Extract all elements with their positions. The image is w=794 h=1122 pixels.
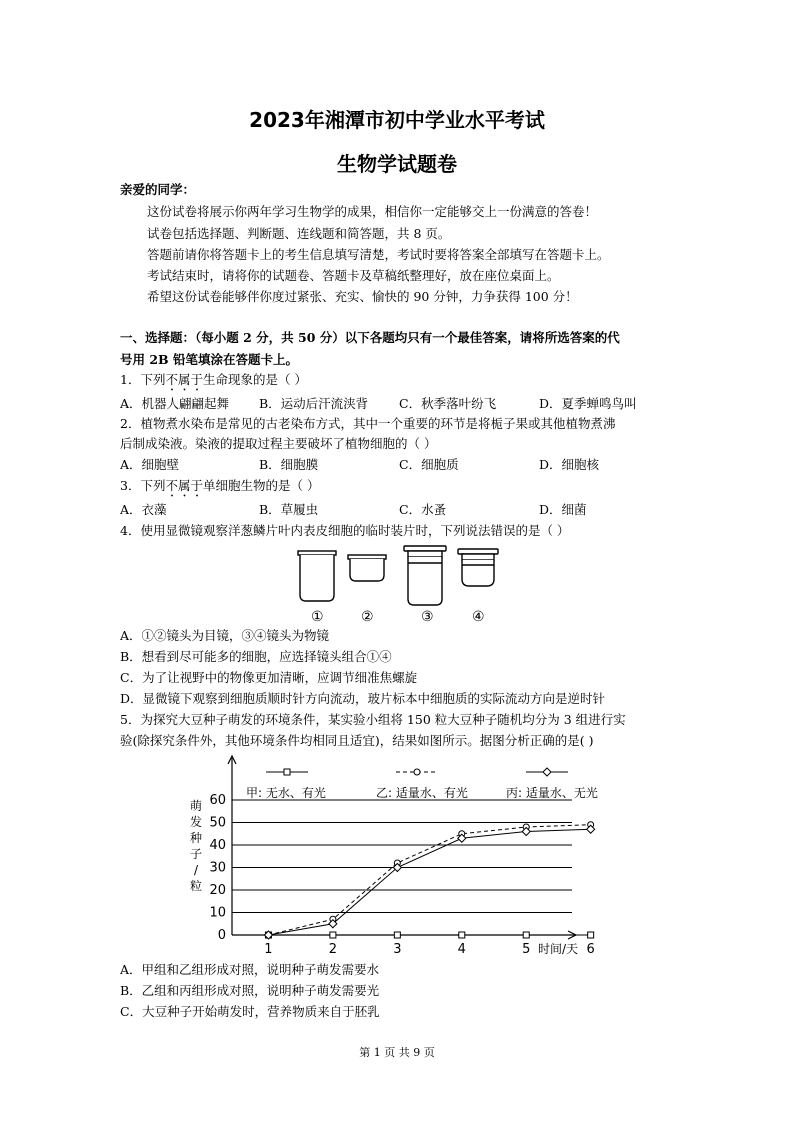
- q5-option-b: B．乙组和丙组形成对照，说明种子萌发需要光: [120, 983, 380, 998]
- x-tick-label: 4: [457, 942, 466, 957]
- q3-option-c: C．水蚤: [399, 502, 447, 517]
- y-tick-label: 10: [209, 905, 226, 921]
- y-tick-label: 30: [209, 860, 226, 876]
- y-tick-label: 60: [209, 793, 226, 808]
- lens-label-3: ③: [421, 609, 434, 625]
- data-point: [588, 932, 594, 938]
- data-point: [394, 932, 400, 938]
- q1-option-a: A．机器人翩翩起舞: [120, 396, 230, 411]
- q2-option-d: D．细胞核: [539, 457, 600, 472]
- data-point: [414, 769, 420, 775]
- intro-line: 试卷包括选择题、判断题、连线题和简答题，共 8 页。: [147, 226, 451, 241]
- exam-subtitle: 生物学试题卷: [337, 152, 457, 176]
- y-axis-label: 子: [189, 847, 203, 861]
- y-tick-label: 20: [209, 883, 226, 898]
- lens-1-eyepiece-icon: [298, 551, 336, 601]
- q1-pre: 1．下列: [120, 372, 166, 387]
- lens-label-1: ①: [311, 609, 324, 625]
- x-tick-label: 1: [264, 942, 273, 957]
- x-tick-label: 5: [522, 942, 531, 957]
- intro-line: 这份试卷将展示你两年学习生物学的成果，相信你一定能够交上一份满意的答卷！: [147, 204, 598, 219]
- q1-option-c: C．秋季落叶纷飞: [399, 396, 497, 411]
- lens-label-4: ④: [472, 609, 485, 625]
- q3-emphasis: 不属于: [165, 478, 203, 493]
- legend-label: 丙: 适量水、无光: [506, 786, 598, 800]
- q1-emphasis: 不属于: [165, 372, 203, 387]
- data-point: [523, 932, 529, 938]
- section-heading: 号用 2B 铅笔填涂在答题卡上。: [120, 352, 298, 367]
- q1-option-d: D．夏季蝉鸣鸟叫: [539, 396, 637, 411]
- q3-pre: 3．下列: [120, 478, 166, 493]
- y-axis-label: 种: [189, 831, 203, 845]
- lens-4-objective-icon: [458, 549, 498, 586]
- q2-option-c: C．细胞质: [399, 457, 459, 472]
- greeting: 亲爱的同学：: [120, 182, 196, 197]
- series-line: [268, 825, 590, 935]
- x-tick-label: 3: [393, 942, 402, 957]
- q4-option-b: B．想看到尽可能多的细胞，应选择镜头组合①④: [120, 649, 392, 664]
- x-tick-label: 6: [586, 942, 595, 957]
- lens-2-eyepiece-icon: [348, 555, 386, 581]
- q4-option-d: D．显微镜下观察到细胞质顺时针方向流动，玻片标本中细胞质的实际流动方向是逆时针: [120, 691, 606, 706]
- y-tick-label: 40: [209, 838, 226, 853]
- data-point: [284, 769, 290, 775]
- chart-legend: [246, 768, 598, 800]
- q5-option-c: C．大豆种子开始萌发时，营养物质来自于胚乳: [120, 1004, 380, 1019]
- exam-title: 2023年湘潭市初中学业水平考试: [249, 108, 545, 132]
- intro-line: 希望这份试卷能够伴你度过紧张、充实、愉快的 90 分钟，力争获得 100 分！: [147, 289, 578, 304]
- section-heading: 一、选择题：（每小题 2 分，共 50 分）以下各题均只有一个最佳答案，请将所选答案的代: [120, 330, 620, 345]
- question-2-stem-cont: 后制成染液。染液的提取过程主要破坏了植物细胞的（ ）: [120, 436, 437, 451]
- lens-3-objective-icon: [404, 546, 446, 605]
- data-point: [330, 932, 336, 938]
- chart-series: [264, 822, 594, 939]
- question-3-stem: [120, 476, 319, 500]
- chart-axes: [228, 756, 576, 939]
- data-point: [543, 768, 551, 776]
- x-tick-label: 2: [328, 942, 338, 957]
- y-axis-label: /: [193, 863, 199, 877]
- question-5-stem-cont: 验(除探究条件外，其他环境条件均相同且适宜)，结果如图所示。据图分析正确的是( ): [120, 733, 594, 748]
- intro-line: 答题前请你将答题卡上的考生信息填写清楚，考试时要将答案全部填写在答题卡上。: [147, 247, 610, 262]
- legend-label: 乙: 适量水、有光: [376, 786, 468, 800]
- page-footer: 第 1 页 共 9 页: [359, 1046, 435, 1059]
- q3-post: 单细胞生物的是（ ）: [202, 478, 320, 493]
- chart-grid: [232, 800, 572, 913]
- q2-option-b: B．细胞膜: [259, 457, 319, 472]
- q3-option-d: D．细菌: [539, 502, 587, 517]
- y-axis-label: 发: [189, 815, 203, 829]
- legend-label: 甲: 无水、有光: [246, 786, 326, 800]
- q5-option-a: A．甲组和乙组形成对照，说明种子萌发需要水: [120, 962, 380, 977]
- q2-option-a: A．细胞壁: [120, 457, 180, 472]
- question-5-stem: 5．为探究大豆种子萌发的环境条件，某实验小组将 150 粒大豆种子随机均分为 3 组进行实: [120, 712, 626, 727]
- question-1-stem: [120, 370, 307, 394]
- question-2-stem: 2．植物煮水染布是常见的古老染布方式，其中一个重要的环节是将栀子果或其他植物煮沸: [120, 416, 616, 431]
- y-tick-label: 0: [217, 928, 226, 943]
- y-tick-label: 50: [209, 815, 226, 831]
- germination-line-chart: [180, 752, 600, 960]
- q3-option-a: A．衣藻: [120, 502, 167, 517]
- y-axis-label: 粒: [189, 879, 203, 893]
- intro-line: 考试结束时，请将你的试题卷、答题卡及草稿纸整理好，放在座位桌面上。: [147, 268, 560, 283]
- lens-label-2: ②: [361, 609, 374, 625]
- data-point: [459, 932, 465, 938]
- q4-option-a: A．①②镜头为目镜，③④镜头为物镜: [120, 628, 330, 643]
- q4-option-c: C．为了让视野中的物像更加清晰，应调节细准焦螺旋: [120, 670, 418, 685]
- question-4-stem: 4．使用显微镜观察洋葱鳞片叶内表皮细胞的临时装片时，下列说法错误的是（ ）: [120, 523, 570, 538]
- q3-option-b: B．草履虫: [259, 502, 319, 517]
- y-axis-label: 萌: [189, 799, 203, 813]
- q1-post: 生命现象的是（ ）: [202, 372, 307, 387]
- q1-option-b: B．运动后汗流浃背: [259, 396, 369, 411]
- x-axis-label: 时间/天: [538, 942, 579, 956]
